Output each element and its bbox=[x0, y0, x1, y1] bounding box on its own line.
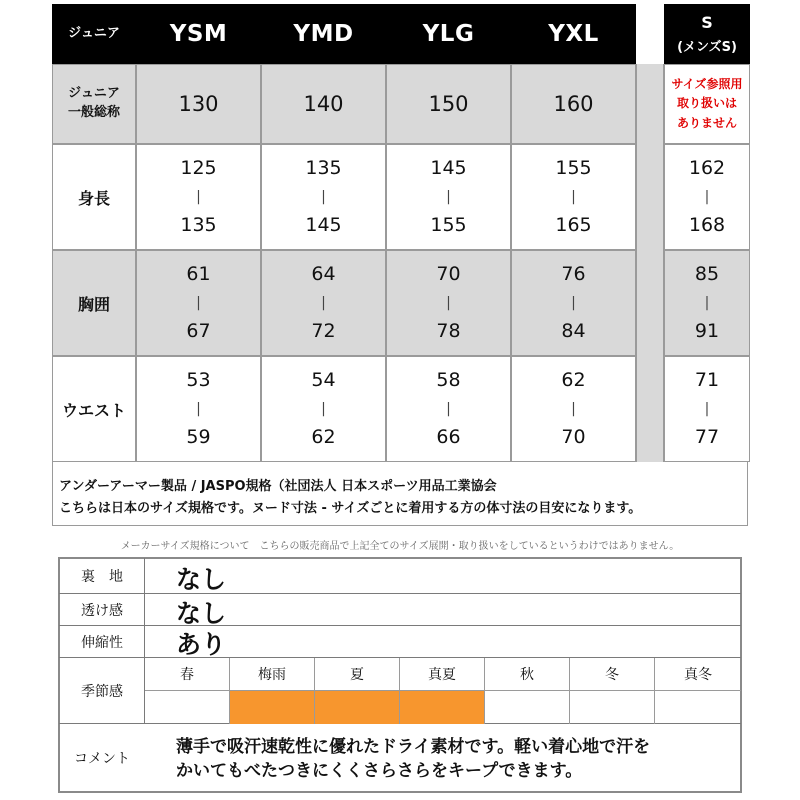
range-separator: | bbox=[571, 189, 576, 205]
season-grid bbox=[145, 658, 741, 724]
size-header-text: YLG bbox=[422, 21, 475, 47]
range-min: 76 bbox=[561, 263, 586, 285]
stretch-label: 伸縮性 bbox=[81, 635, 123, 651]
range-separator: | bbox=[704, 401, 710, 417]
chest-ymd bbox=[261, 250, 386, 356]
comment-line: かいてもべたつきにくくさらさらをキープできます。 bbox=[176, 760, 583, 781]
range-separator: | bbox=[321, 189, 326, 205]
row-label-waist bbox=[52, 356, 136, 462]
general-ymd bbox=[261, 64, 386, 144]
season-cell-spring: 春 bbox=[145, 658, 230, 691]
transparency-value: なし bbox=[176, 599, 227, 628]
range-max: 91 bbox=[694, 320, 720, 342]
range-max: 168 bbox=[688, 214, 726, 236]
range-min: 71 bbox=[694, 369, 720, 391]
lining-label: 裏 地 bbox=[81, 569, 123, 585]
height-ylg bbox=[386, 144, 511, 250]
general-value: 160 bbox=[553, 91, 594, 116]
size-header-ylg bbox=[386, 4, 511, 64]
range-min: 61 bbox=[186, 263, 211, 285]
general-ylg bbox=[386, 64, 511, 144]
corner-label-text: ジュニア bbox=[68, 25, 120, 41]
height-ysm bbox=[136, 144, 261, 250]
range-separator: | bbox=[446, 189, 451, 205]
range-min: 162 bbox=[688, 157, 726, 179]
row-label-text: 身長 bbox=[77, 188, 110, 208]
season-cell-rainy: 梅雨 bbox=[230, 658, 315, 691]
size-header-ymd bbox=[261, 4, 386, 64]
mens-general-note bbox=[664, 64, 750, 144]
waist-ysm bbox=[136, 356, 261, 462]
prop-value-row bbox=[145, 626, 741, 658]
comment-label: コメント bbox=[74, 751, 130, 767]
row-label-height bbox=[52, 144, 136, 250]
range-min: 85 bbox=[694, 263, 720, 285]
stretch-value: あり bbox=[176, 630, 227, 659]
general-value: 150 bbox=[428, 91, 469, 116]
season-mark-winter bbox=[570, 691, 655, 724]
season-mark-spring bbox=[145, 691, 230, 724]
general-yxl bbox=[511, 64, 636, 144]
waist-ymd bbox=[261, 356, 386, 462]
chest-ysm bbox=[136, 250, 261, 356]
season-cell-midwinter: 真冬 bbox=[655, 658, 741, 691]
range-max: 84 bbox=[561, 320, 586, 342]
height-mens bbox=[664, 144, 750, 250]
season-cell-autumn: 秋 bbox=[485, 658, 570, 691]
chest-ylg bbox=[386, 250, 511, 356]
range-min: 155 bbox=[555, 157, 592, 179]
range-max: 72 bbox=[311, 320, 336, 342]
height-ymd bbox=[261, 144, 386, 250]
range-max: 165 bbox=[555, 214, 592, 236]
range-max: 78 bbox=[436, 320, 461, 342]
range-separator: | bbox=[196, 401, 201, 417]
waist-ylg bbox=[386, 356, 511, 462]
mens-size-subtext: (メンズS) bbox=[677, 40, 737, 55]
range-min: 135 bbox=[305, 157, 342, 179]
range-separator: | bbox=[446, 401, 451, 417]
range-separator: | bbox=[704, 295, 710, 311]
general-value: 140 bbox=[303, 91, 344, 116]
mens-size-text: S bbox=[701, 13, 713, 32]
row-label-text: ジュニア bbox=[68, 86, 120, 102]
season-mark-autumn bbox=[485, 691, 570, 724]
general-value: 130 bbox=[178, 91, 219, 116]
season-mark-midsummer bbox=[400, 691, 485, 724]
range-min: 54 bbox=[311, 369, 336, 391]
transparency-label: 透け感 bbox=[81, 603, 123, 619]
comment-line: 薄手で吸汗速乾性に優れたドライ素材です。軽い着心地で汗を bbox=[176, 737, 651, 757]
range-separator: | bbox=[321, 401, 326, 417]
season-cell-midsummer: 真夏 bbox=[400, 658, 485, 691]
size-header-text: YSM bbox=[169, 21, 228, 47]
fine-print: メーカーサイズ規格について こちらの販売商品で上記全てのサイズ展開・取り扱いをしているというわけではありません。 bbox=[120, 541, 680, 552]
range-max: 155 bbox=[430, 214, 467, 236]
note-line: アンダーアーマー製品 / JASPO規格（社団法人 日本スポーツ用品工業協会 bbox=[59, 479, 497, 494]
range-max: 62 bbox=[311, 426, 336, 448]
range-separator: | bbox=[321, 295, 326, 311]
season-mark-summer bbox=[315, 691, 400, 724]
range-max: 145 bbox=[305, 214, 342, 236]
range-separator: | bbox=[196, 189, 201, 205]
waist-yxl bbox=[511, 356, 636, 462]
size-header-yxl bbox=[511, 4, 636, 64]
row-label-text: 胸囲 bbox=[77, 294, 110, 314]
range-separator: | bbox=[196, 295, 201, 311]
chest-mens bbox=[664, 250, 750, 356]
range-separator: | bbox=[571, 401, 576, 417]
waist-mens bbox=[664, 356, 750, 462]
season-cell-winter: 冬 bbox=[570, 658, 655, 691]
range-min: 145 bbox=[430, 157, 467, 179]
size-header-mens-s bbox=[664, 4, 750, 64]
mens-note-text: サイズ参照用 bbox=[671, 77, 743, 92]
prop-value-row bbox=[145, 558, 741, 594]
prop-value-row bbox=[145, 594, 741, 626]
range-min: 58 bbox=[436, 369, 461, 391]
size-header-text: YMD bbox=[293, 21, 354, 47]
range-separator: | bbox=[704, 189, 710, 205]
range-max: 70 bbox=[561, 426, 586, 448]
row-label-text: 一般総称 bbox=[67, 105, 120, 120]
range-min: 53 bbox=[186, 369, 211, 391]
row-label-chest bbox=[52, 250, 136, 356]
season-mark-rainy bbox=[230, 691, 315, 724]
range-max: 66 bbox=[436, 426, 461, 448]
note-line: こちらは日本のサイズ規格です。ヌード寸法 - サイズごとに着用する方の体寸法の目安になります。 bbox=[59, 501, 642, 517]
season-label: 季節感 bbox=[81, 684, 123, 700]
height-yxl bbox=[511, 144, 636, 250]
range-max: 67 bbox=[186, 320, 211, 342]
chest-yxl bbox=[511, 250, 636, 356]
comment-text bbox=[176, 736, 650, 784]
size-header-ysm bbox=[136, 4, 261, 64]
row-label-general bbox=[52, 64, 136, 144]
mens-note-text: 取り扱いは bbox=[676, 96, 737, 111]
range-min: 125 bbox=[180, 157, 217, 179]
range-min: 70 bbox=[436, 263, 461, 285]
row-label-text: ウエスト bbox=[61, 400, 126, 420]
size-header-text: YXL bbox=[548, 21, 599, 47]
mens-note-text: ありません bbox=[676, 115, 737, 130]
range-max: 135 bbox=[180, 214, 217, 236]
size-standard-note bbox=[52, 462, 748, 526]
season-cell-summer: 夏 bbox=[315, 658, 400, 691]
table-gap-column bbox=[636, 64, 664, 462]
range-min: 64 bbox=[311, 263, 336, 285]
range-separator: | bbox=[571, 295, 576, 311]
season-mark-midwinter bbox=[655, 691, 741, 724]
general-ysm bbox=[136, 64, 261, 144]
range-separator: | bbox=[446, 295, 451, 311]
table-corner-label bbox=[52, 4, 136, 64]
range-max: 59 bbox=[186, 426, 211, 448]
range-max: 77 bbox=[694, 426, 720, 448]
range-min: 62 bbox=[561, 369, 586, 391]
lining-value: なし bbox=[176, 565, 227, 594]
